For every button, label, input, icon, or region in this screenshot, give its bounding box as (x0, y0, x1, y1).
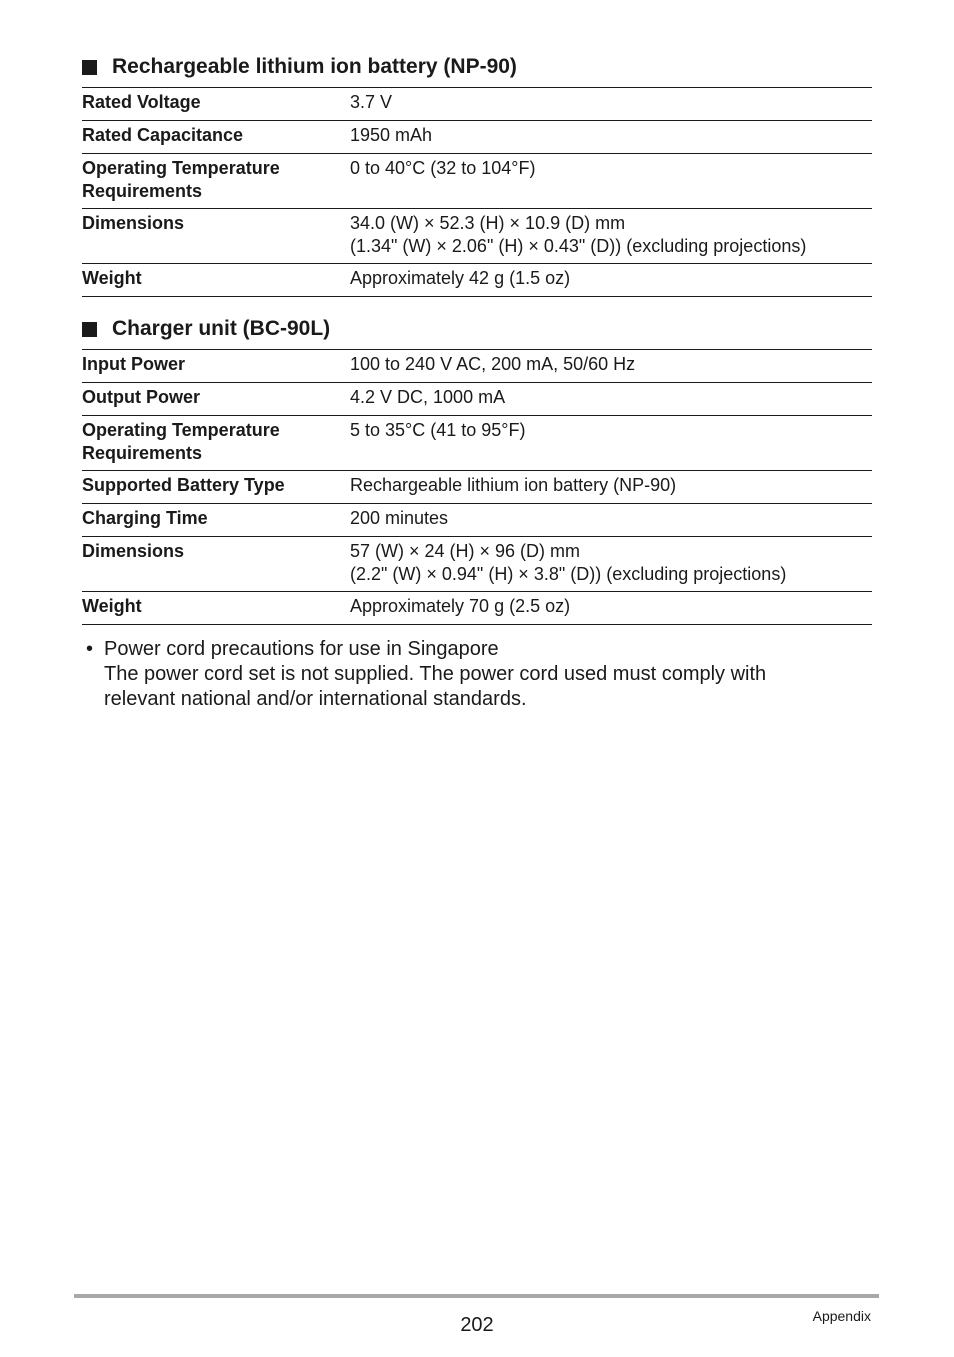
black-square-icon (82, 60, 97, 75)
table-row (82, 383, 872, 416)
table-row (82, 264, 872, 297)
note-line: Power cord precautions for use in Singapore (104, 638, 499, 660)
spec-value: 34.0 (W) × 52.3 (H) × 10.9 (D) mm (1.34" (W) × 2.06" (H) × 0.43" (D)) (excluding projections) (350, 213, 807, 256)
charger-heading-text: Charger unit (BC-90L) (112, 317, 331, 340)
spec-label: Rated Voltage (82, 92, 201, 112)
power-cord-note (86, 637, 866, 712)
table-row (82, 592, 872, 625)
table-row (82, 504, 872, 537)
spec-value: Rechargeable lithium ion battery (NP-90) (350, 475, 677, 495)
black-square-icon (82, 322, 97, 337)
spec-value: 4.2 V DC, 1000 mA (350, 387, 506, 407)
table-row (82, 537, 872, 592)
spec-label: Charging Time (82, 508, 208, 528)
table-row (82, 154, 872, 209)
spec-value: Approximately 42 g (1.5 oz) (350, 268, 571, 288)
spec-value: 0 to 40°C (32 to 104°F) (350, 158, 536, 178)
footer-divider (74, 1294, 879, 1298)
spec-label: Rated Capacitance (82, 125, 244, 145)
spec-label: Dimensions (82, 213, 185, 233)
page-number: 202 (460, 1314, 494, 1336)
spec-label: Operating Temperature Requirements (82, 420, 280, 463)
table-row (82, 209, 872, 264)
battery-heading (82, 54, 872, 80)
charger-heading (82, 316, 872, 342)
table-row (82, 471, 872, 504)
spec-label: Operating Temperature Requirements (82, 158, 280, 201)
battery-heading-text: Rechargeable lithium ion battery (NP-90) (112, 55, 517, 78)
table-row (82, 416, 872, 471)
spec-value: 200 minutes (350, 508, 449, 528)
charger-specs-section (82, 316, 872, 625)
spec-label: Output Power (82, 387, 200, 407)
spec-value: 57 (W) × 24 (H) × 96 (D) mm (2.2" (W) × 0.94" (H) × 3.8" (D)) (excluding projections) (350, 541, 787, 584)
table-row (82, 88, 872, 121)
spec-value: 100 to 240 V AC, 200 mA, 50/60 Hz (350, 354, 636, 374)
spec-value: Approximately 70 g (2.5 oz) (350, 596, 571, 616)
battery-spec-table (82, 87, 872, 297)
note-line: relevant national and/or international standards. (104, 688, 527, 710)
spec-label: Weight (82, 596, 142, 616)
spec-label: Dimensions (82, 541, 185, 561)
footer-section-label: Appendix (812, 1308, 871, 1324)
spec-label: Supported Battery Type (82, 475, 285, 495)
charger-spec-table (82, 349, 872, 625)
spec-value: 1950 mAh (350, 125, 433, 145)
spec-label: Weight (82, 268, 142, 288)
spec-value: 3.7 V (350, 92, 393, 112)
note-body (104, 637, 866, 712)
note-line: The power cord set is not supplied. The power cord used must comply with (104, 663, 767, 685)
spec-label: Input Power (82, 354, 185, 374)
spec-value: 5 to 35°C (41 to 95°F) (350, 420, 526, 440)
table-row (82, 350, 872, 383)
table-row (82, 121, 872, 154)
battery-specs-section (82, 54, 872, 297)
bullet-icon: • (86, 638, 94, 660)
